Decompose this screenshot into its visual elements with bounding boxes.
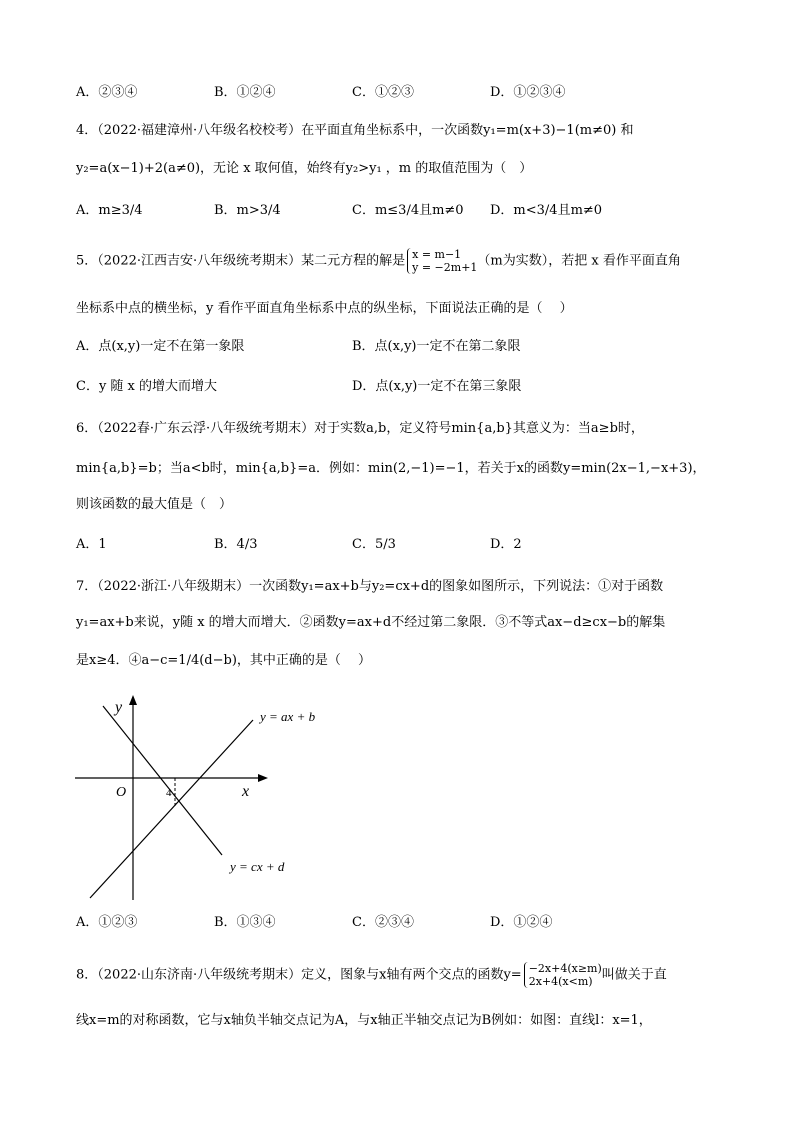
q5-equation-system (407, 248, 477, 274)
q5-equation-2: y = −2m+1 (412, 261, 478, 274)
q7-option-d: D．①②④ (490, 915, 553, 930)
q7-stem-line2: y₁=ax+b来说，y随 x 的增大而增大．②函数y=ax+d不经过第二象限．③不等式ax−d≥cx−b的解集 (76, 615, 666, 630)
q3-option-d: D．①②③④ (490, 85, 566, 100)
q8-stem-part-b: 叫做关于直 (601, 967, 667, 983)
q6-option-d: D．2 (490, 537, 522, 552)
q7-option-b: B．①③④ (214, 915, 276, 930)
q4-stem-line1: 4．（2022·福建漳州·八年级名校校考）在平面直角坐标系中，一次函数y₁=m(x+3)−1(m≠0) 和 (76, 123, 634, 138)
q7-stem-line3: 是x≥4．④a−c=1/4(d−b)，其中正确的是（ ） (76, 653, 372, 668)
q8-stem-line2: 线x=m的对称函数，它与x轴负半轴交点记为A，与x轴正半轴交点记为B例如：如图：直线l：x=1， (76, 1013, 652, 1028)
q7-option-c: C．②③④ (352, 915, 414, 930)
x-axis-label: x (242, 783, 250, 800)
y-axis-label: y (115, 699, 123, 716)
q4-option-a: A．m≥3/4 (76, 203, 143, 218)
q8-case-1: −2x+4(x≥m) (528, 962, 602, 975)
line-cx-plus-d (103, 706, 222, 855)
q5-stem-line1 (76, 248, 681, 274)
q4-option-b: B．m>3/4 (214, 203, 281, 218)
line-ax-plus-b-label: y = ax + b (260, 709, 316, 724)
q6-stem-line1: 6．（2022春·广东云浮·八年级统考期末）对于实数a,b，定义符号min{a,b}其意义为：当a≥b时， (76, 421, 644, 436)
q4-stem-line2: y₂=a(x−1)+2(a≠0)，无论 x 取何值，始终有y₂>y₁ ，m 的取值范围为（ ） (76, 161, 533, 176)
q5-stem-part-b: （m为实数），若把 x 看作平面直角 (477, 253, 681, 269)
tick-label-4: 4 (166, 787, 172, 799)
q7-option-a: A．①②③ (76, 915, 138, 930)
q8-case-2: 2x+4(x<m) (528, 975, 593, 988)
q8-piecewise-function (524, 962, 602, 988)
q6-option-a: A．1 (76, 537, 107, 552)
q6-option-b: B．4/3 (214, 537, 258, 552)
q7-function-graph (70, 690, 330, 905)
line-cx-plus-d-label: y = cx + d (230, 859, 285, 874)
q8-stem-line1 (76, 962, 667, 988)
origin-label: O (116, 785, 127, 800)
q3-option-c: C．①②③ (352, 85, 414, 100)
q4-option-d: D．m<3/4且m≠0 (490, 203, 603, 218)
y-axis-arrow (129, 695, 137, 705)
q4-option-c: C．m≤3/4且m≠0 (352, 203, 464, 218)
x-axis-arrow (258, 774, 268, 782)
q7-stem-line1: 7．（2022·浙江·八年级期末）一次函数y₁=ax+b与y₂=cx+d的图象如图所示，下列说法：①对于函数 (76, 579, 664, 594)
q3-option-b: B．①②④ (214, 85, 276, 100)
q5-stem-part-a: 5．（2022·江西吉安·八年级统考期末）某二元方程的解是 (76, 253, 406, 269)
q5-option-a: A．点(x,y)一定不在第一象限 (76, 339, 245, 354)
q3-option-a: A．②③④ (76, 85, 138, 100)
q5-option-b: B．点(x,y)一定不在第二象限 (352, 339, 521, 354)
q6-stem-line3: 则该函数的最大值是（ ） (76, 497, 233, 512)
q6-stem-line2: min{a,b}=b；当a<b时，min{a,b}=a．例如：min(2,−1)=−1，若关于x的函数y=min(2x−1,−x+3)， (76, 461, 706, 476)
q5-option-c: C．y 随 x 的增大而增大 (76, 379, 218, 394)
q6-option-c: C．5/3 (352, 537, 396, 552)
q5-option-d: D．点(x,y)一定不在第三象限 (352, 379, 522, 394)
line-ax-plus-b (90, 720, 253, 898)
q5-equation-1: x = m−1 (412, 248, 462, 261)
q5-stem-line2: 坐标系中点的横坐标，y 看作平面直角坐标系中点的纵坐标，下面说法正确的是（ ） (76, 301, 573, 316)
q8-stem-part-a: 8．（2022·山东济南·八年级统考期末）定义，图象与x轴有两个交点的函数y= (76, 967, 522, 983)
